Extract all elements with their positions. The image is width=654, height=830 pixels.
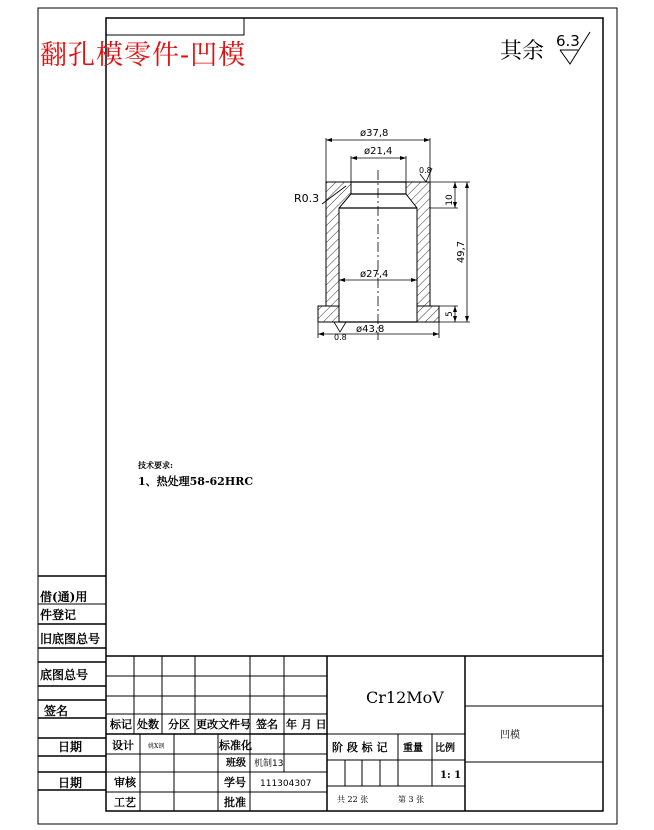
tech-line-1: 1、热处理58-62HRC — [138, 475, 254, 488]
dim-h5: 5 — [445, 311, 455, 317]
rough-bottom: 0.8 — [334, 333, 347, 342]
tb-designer: 姚X钢 — [148, 743, 165, 750]
side-sign: 签名 — [44, 704, 69, 718]
hatch-left — [326, 182, 351, 306]
inner-frame — [106, 18, 603, 811]
tb-signature: 签名 — [256, 718, 278, 731]
title-block-lines — [106, 656, 603, 811]
side-register: 件登记 — [40, 608, 77, 622]
tb-standardize: 标准化 — [219, 739, 252, 752]
tb-design: 设计 — [112, 739, 134, 752]
tb-sheet-no: 第 3 张 — [398, 795, 425, 804]
surface-finish-value: 6.3 — [556, 32, 580, 50]
tb-student-no-label: 学号 — [224, 776, 246, 789]
tb-student-no: 111304307 — [260, 779, 312, 789]
dim-h10: 10 — [445, 194, 455, 206]
tb-mark: 标记 — [110, 718, 132, 731]
flange-left — [318, 306, 339, 322]
part-section — [318, 170, 439, 340]
tb-change-doc: 更改文件号 — [196, 718, 251, 731]
tb-class-label: 班级 — [226, 758, 246, 769]
dimension-lines — [318, 138, 470, 338]
tb-stage: 阶 段 标 记 — [332, 741, 388, 754]
dim-h49: 49,7 — [456, 240, 467, 264]
tech-heading: 技术要求: — [138, 460, 173, 470]
tb-material: Cr12MoV — [366, 688, 444, 707]
tb-part-name: 凹模 — [500, 730, 520, 741]
tb-scale-label: 比例 — [435, 743, 455, 754]
tb-scale: 1: 1 — [440, 770, 462, 781]
tb-ymd: 年 月 日 — [286, 718, 327, 731]
tb-craft: 工艺 — [114, 796, 136, 809]
hatch-right — [406, 182, 430, 306]
tb-zone: 分区 — [168, 718, 190, 731]
side-base-total: 底图总号 — [40, 668, 89, 682]
tb-count: 处数 — [137, 718, 159, 731]
tb-review: 审核 — [114, 776, 136, 789]
dim-d27: ø27,4 — [360, 269, 389, 280]
flange-right — [417, 306, 439, 322]
side-date-2: 日期 — [58, 776, 83, 790]
dim-d43: ø43,8 — [356, 324, 385, 335]
side-borrow: 借(通)用 — [40, 590, 88, 604]
dim-d37: ø37,8 — [360, 128, 389, 139]
dim-d21: ø21,4 — [364, 146, 393, 157]
side-old-total: 旧底图总号 — [40, 632, 101, 646]
surface-finish-label: 其余 — [500, 39, 545, 64]
dim-radius: R0.3 — [294, 192, 320, 205]
top-left-box — [106, 18, 244, 35]
tb-approve: 批准 — [224, 796, 246, 809]
tb-sheets-total: 共 22 张 — [337, 795, 369, 804]
drawing-title: 翻孔模零件-凹模 — [40, 40, 247, 71]
tb-weight: 重量 — [403, 743, 423, 754]
rough-top: 0.8 — [419, 166, 432, 175]
tb-class-value: 机制13 — [254, 759, 284, 769]
side-date-1: 日期 — [58, 740, 83, 754]
roughness-mark-bottom-icon — [334, 322, 346, 332]
